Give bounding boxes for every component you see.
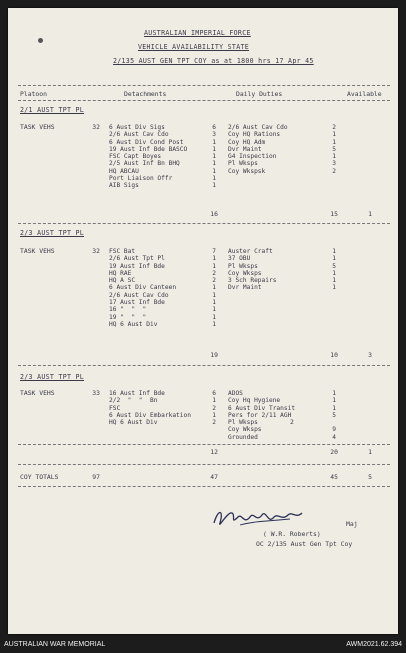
list-item: 2	[212, 404, 216, 412]
list-item: AIB Sigs	[109, 182, 139, 190]
list-item	[320, 419, 336, 426]
list-item: HQ 6 Aust Div	[109, 419, 158, 427]
coy-totals-detachments: 47	[210, 473, 218, 481]
list-item: Coy Wksps	[228, 426, 262, 434]
list-item: Coy Wksps	[228, 269, 262, 277]
list-item: 7	[212, 248, 216, 255]
list-item: 6 Aust Div Cond Post	[109, 138, 184, 146]
list-item: 2	[212, 269, 216, 277]
rule	[18, 365, 390, 366]
section-title: 2/3 AUST TPT PL	[20, 373, 85, 381]
list-item: 1	[212, 397, 216, 405]
signatory-title: OC 2/135 Aust Gen Tpt Coy	[256, 540, 353, 548]
list-item: 1	[212, 299, 216, 307]
list-item: 16 " " "	[109, 306, 147, 314]
list-item: 1	[332, 138, 336, 146]
duties-list	[228, 248, 276, 292]
list-item: Grounded	[228, 433, 258, 441]
list-item: 1	[332, 397, 336, 405]
list-item: HQ RAE	[109, 269, 132, 277]
coy-totals-vehs: 97	[92, 473, 100, 481]
subtotal-available: 1	[368, 210, 372, 218]
list-item: 2	[212, 277, 216, 285]
subtotal-duties: 10	[330, 351, 338, 359]
duty-extra-count: 2	[290, 418, 294, 426]
list-item: 1	[332, 153, 336, 161]
detachments-counts	[200, 248, 216, 328]
col-daily-duties: Daily Duties	[236, 90, 283, 98]
list-item: Dvr Maint	[228, 145, 262, 153]
list-item: Port Liaison Offr	[109, 175, 173, 183]
col-platoon: Platoon	[20, 90, 47, 98]
list-item: Coy Hq Hygiene	[228, 397, 281, 405]
detachments-counts	[200, 390, 216, 426]
list-item: 3	[332, 160, 336, 168]
duties-counts	[320, 390, 336, 441]
list-item: 1	[332, 248, 336, 255]
task-vehs-count: 32	[92, 123, 100, 131]
list-item: 6	[212, 390, 216, 397]
list-item: 6 Aust Div Sigs	[109, 124, 165, 131]
list-item: 1	[332, 284, 336, 292]
list-item: Auster Craft	[228, 248, 273, 255]
list-item: 2/6 Aust Cav Cdo	[109, 291, 169, 299]
coy-totals-available: 5	[368, 473, 372, 481]
rule	[18, 444, 390, 445]
rule	[18, 85, 390, 86]
list-item: 19 Aust Inf Bde	[109, 262, 165, 270]
archive-footer	[0, 638, 406, 653]
list-item: 1	[332, 269, 336, 277]
list-item: 1	[332, 255, 336, 263]
list-item: 4	[332, 433, 336, 441]
detachments-list	[109, 124, 187, 190]
coy-totals-label: COY TOTALS	[20, 473, 59, 481]
list-item: Pers for 2/11 AGH	[228, 411, 292, 419]
list-item: 2	[332, 167, 336, 175]
duties-list	[228, 390, 295, 441]
list-item: 1	[212, 284, 216, 292]
signatory-name: ( W.R. Roberts)	[263, 530, 321, 538]
section-title: 2/1 AUST TPT PL	[20, 106, 85, 114]
list-item: 1	[332, 131, 336, 139]
list-item: HQ A SC	[109, 277, 136, 285]
list-item: 6 Aust Div Canteen	[109, 284, 177, 292]
detachments-list	[109, 390, 191, 426]
list-item: 5	[332, 262, 336, 270]
list-item: 1	[212, 313, 216, 321]
subtotal-available: 1	[368, 448, 372, 456]
list-item: Coy HQ Adm	[228, 138, 266, 146]
task-vehs-count: 33	[92, 389, 100, 397]
rule	[18, 223, 390, 224]
list-item: 6	[212, 124, 216, 131]
list-item: 1	[212, 167, 216, 175]
list-item: 5	[332, 411, 336, 419]
list-item: 1	[212, 138, 216, 146]
duties-counts	[320, 124, 336, 175]
list-item: 3 Sch Repairs	[228, 277, 277, 285]
list-item: 16 Aust Inf Bde	[109, 390, 165, 397]
subtotal-duties: 20	[330, 448, 338, 456]
rule	[18, 464, 390, 465]
list-item: 1	[212, 411, 216, 419]
list-item: 2/6 Aust Tpt Pl	[109, 255, 165, 263]
list-item: 9	[332, 426, 336, 434]
list-item: 19 Aust Inf Bde BASCO	[109, 145, 188, 153]
coy-totals-duties: 45	[330, 473, 338, 481]
list-item: 2/6 Aust Cav Cdo	[109, 131, 169, 139]
list-item: FSC Capt Boyes	[109, 153, 162, 161]
task-vehs-label: TASK VEHS	[20, 389, 55, 397]
list-item: Pl Wksps	[228, 419, 258, 427]
list-item: 1	[332, 277, 336, 285]
header-line-3: 2/135 AUST GEN TPT COY as at 1800 hrs 17 Apr 45	[113, 57, 314, 65]
subtotal-detachments: 19	[210, 351, 218, 359]
task-vehs-label: TASK VEHS	[20, 247, 55, 255]
footer-accession-number: AWM2021.62.394	[346, 641, 402, 648]
header-line-2: VEHICLE AVAILABILITY STATE	[138, 43, 250, 51]
list-item: 3	[212, 131, 216, 139]
list-item: ADOS	[228, 390, 243, 397]
list-item: HQ ABCAU	[109, 167, 139, 175]
list-item: 2/6 Aust Cav Cdo	[228, 124, 288, 131]
list-item: Dvr Maint	[228, 284, 262, 292]
list-item: 1	[332, 390, 336, 397]
subtotal-detachments: 12	[210, 448, 218, 456]
list-item: 6 Aust Div Embarkation	[109, 411, 191, 419]
subtotal-available: 3	[368, 351, 372, 359]
punch-hole	[38, 38, 43, 43]
list-item: 5	[332, 145, 336, 153]
list-item: 17 Aust Inf Bde	[109, 299, 165, 307]
signature-scribble	[210, 505, 310, 531]
signatory-rank: Maj	[346, 520, 358, 528]
rule	[18, 486, 390, 487]
subtotal-duties: 15	[330, 210, 338, 218]
task-vehs-count: 32	[92, 247, 100, 255]
rule	[18, 100, 390, 101]
col-available: Available	[347, 90, 382, 98]
detachments-list	[109, 248, 176, 328]
list-item: 19 " " "	[109, 313, 147, 321]
list-item: Pl Wksps	[228, 160, 258, 168]
list-item: 1	[212, 306, 216, 314]
header-line-1: AUSTRALIAN IMPERIAL FORCE	[144, 29, 251, 37]
list-item: FSC Bat	[109, 248, 136, 255]
list-item: 1	[212, 153, 216, 161]
list-item: 37 OBU	[228, 255, 251, 263]
list-item: 2/2 " " Bn	[109, 397, 158, 405]
document-page	[8, 8, 398, 634]
duties-list	[228, 124, 288, 175]
list-item: 1	[212, 160, 216, 168]
list-item: Coy Wkspsk	[228, 167, 266, 175]
list-item: Coy HQ Rations	[228, 131, 281, 139]
detachments-counts	[200, 124, 216, 190]
list-item: 1	[212, 320, 216, 328]
list-item: 1	[212, 255, 216, 263]
duties-counts	[320, 248, 336, 292]
subtotal-detachments: 16	[210, 210, 218, 218]
list-item: 1	[212, 262, 216, 270]
list-item: 1	[212, 145, 216, 153]
list-item: Pl Wksps	[228, 262, 258, 270]
list-item: HQ 6 Aust Div	[109, 320, 158, 328]
col-detachments: Detachments	[124, 90, 167, 98]
list-item: G4 Inspection	[228, 153, 277, 161]
list-item: 1	[212, 175, 216, 183]
list-item: 1	[332, 404, 336, 412]
list-item: 2/5 Aust Inf Bn BHQ	[109, 160, 180, 168]
list-item: 6 Aust Div Transit	[228, 404, 296, 412]
task-vehs-label: TASK VEHS	[20, 123, 55, 131]
list-item: FSC	[109, 404, 121, 412]
list-item: 2	[212, 419, 216, 427]
list-item: 2	[332, 124, 336, 131]
footer-institution: AUSTRALIAN WAR MEMORIAL	[4, 641, 106, 648]
list-item: 1	[212, 291, 216, 299]
section-title: 2/3 AUST TPT PL	[20, 229, 85, 237]
list-item: 1	[212, 182, 216, 190]
